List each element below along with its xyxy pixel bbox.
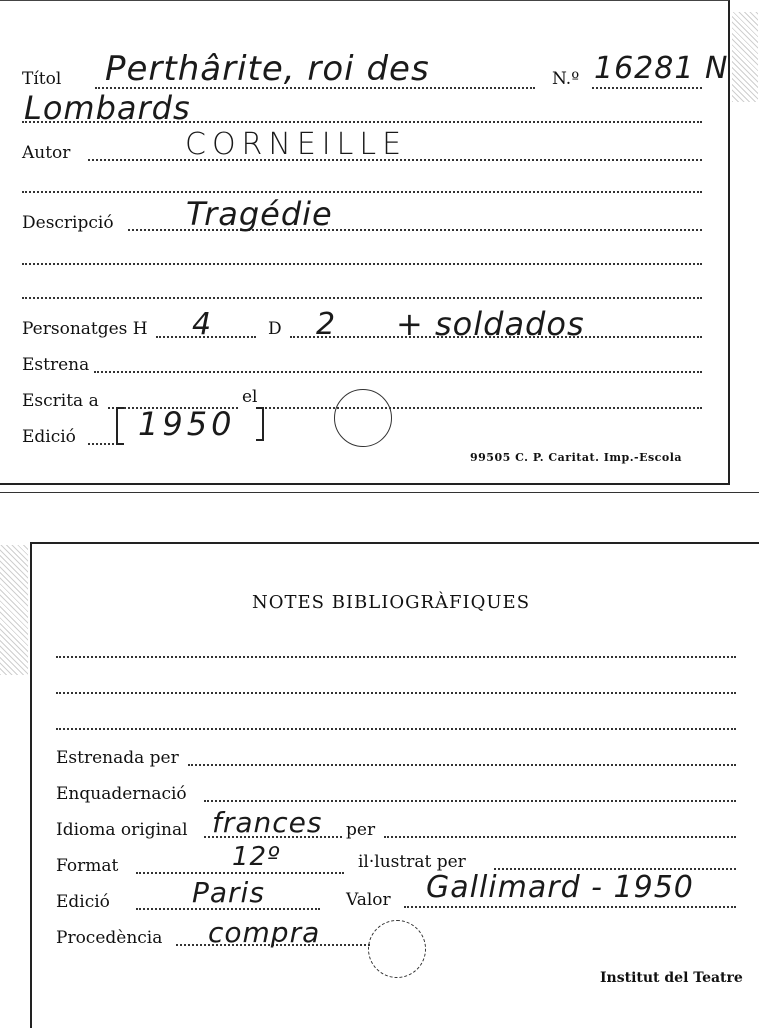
el-line [262, 407, 702, 409]
numero-line [592, 87, 702, 89]
dones-value: 2 [316, 307, 337, 342]
titol-value-line2: Lombards [24, 89, 191, 127]
punch-hole [368, 920, 426, 978]
titol-label: Títol [22, 69, 62, 89]
notes-line [56, 728, 736, 730]
format-value: 12º [232, 842, 281, 872]
edicio-label: Edició [22, 427, 76, 447]
valor-line [404, 906, 736, 908]
per-label: per [346, 820, 376, 840]
idioma-label: Idioma original [56, 820, 188, 840]
notes-line [56, 656, 736, 658]
blank-line [22, 191, 702, 193]
format-label: Format [56, 856, 119, 876]
estrenada-line [188, 764, 736, 766]
enquadernacio-line [204, 800, 736, 802]
idioma-value: frances [212, 806, 323, 839]
descripcio-value: Tragédie [186, 195, 333, 233]
notes-heading: NOTES BIBLIOGRÀFIQUES [252, 592, 531, 613]
autor-value: CORNEILLE [185, 127, 408, 162]
scan-noise [732, 12, 758, 102]
edicio-line [88, 443, 118, 445]
valor-value: Gallimard - 1950 [426, 870, 694, 905]
catalog-card-back [30, 542, 759, 1028]
enquadernacio-label: Enquadernació [56, 784, 187, 804]
extra-value: + soldados [396, 305, 585, 343]
personatges-label: Personatges H [22, 319, 148, 339]
edicio-label-back: Edició [56, 892, 110, 912]
procedencia-label: Procedència [56, 928, 163, 948]
estrena-label: Estrena [22, 355, 90, 375]
homes-value: 4 [192, 307, 213, 342]
descripcio-label: Descripció [22, 213, 114, 233]
institution-stamp: Institut del Teatre [600, 970, 743, 986]
el-label: el [242, 387, 258, 407]
blank-line [22, 263, 702, 265]
catalog-card-front [0, 0, 730, 485]
blank-line [22, 297, 702, 299]
dones-label: D [268, 319, 282, 339]
estrena-line [94, 371, 702, 373]
printer-imprint: 99505 C. P. Caritat. Imp.-Escola [470, 451, 683, 464]
numero-label: N.º [552, 69, 580, 89]
scan-noise [0, 545, 28, 675]
notes-line [56, 692, 736, 694]
edicio-value: 1950 [138, 405, 236, 443]
autor-label: Autor [22, 143, 71, 163]
per-line [384, 836, 736, 838]
procedencia-value: compra [208, 916, 321, 949]
edicio-bracket-right [256, 407, 264, 441]
titol-value: Perthârite, roi des [105, 49, 430, 89]
edicio-bracket-left [116, 407, 124, 445]
punch-hole [334, 389, 392, 447]
numero-value: 16281 N [594, 51, 729, 86]
illustrat-label: il·lustrat per [358, 852, 466, 872]
edicio-value-back: Paris [192, 876, 265, 909]
format-line [136, 872, 344, 874]
estrenada-label: Estrenada per [56, 748, 179, 768]
valor-label: Valor [346, 890, 391, 910]
card-separator [0, 492, 759, 493]
escrita-label: Escrita a [22, 391, 99, 411]
